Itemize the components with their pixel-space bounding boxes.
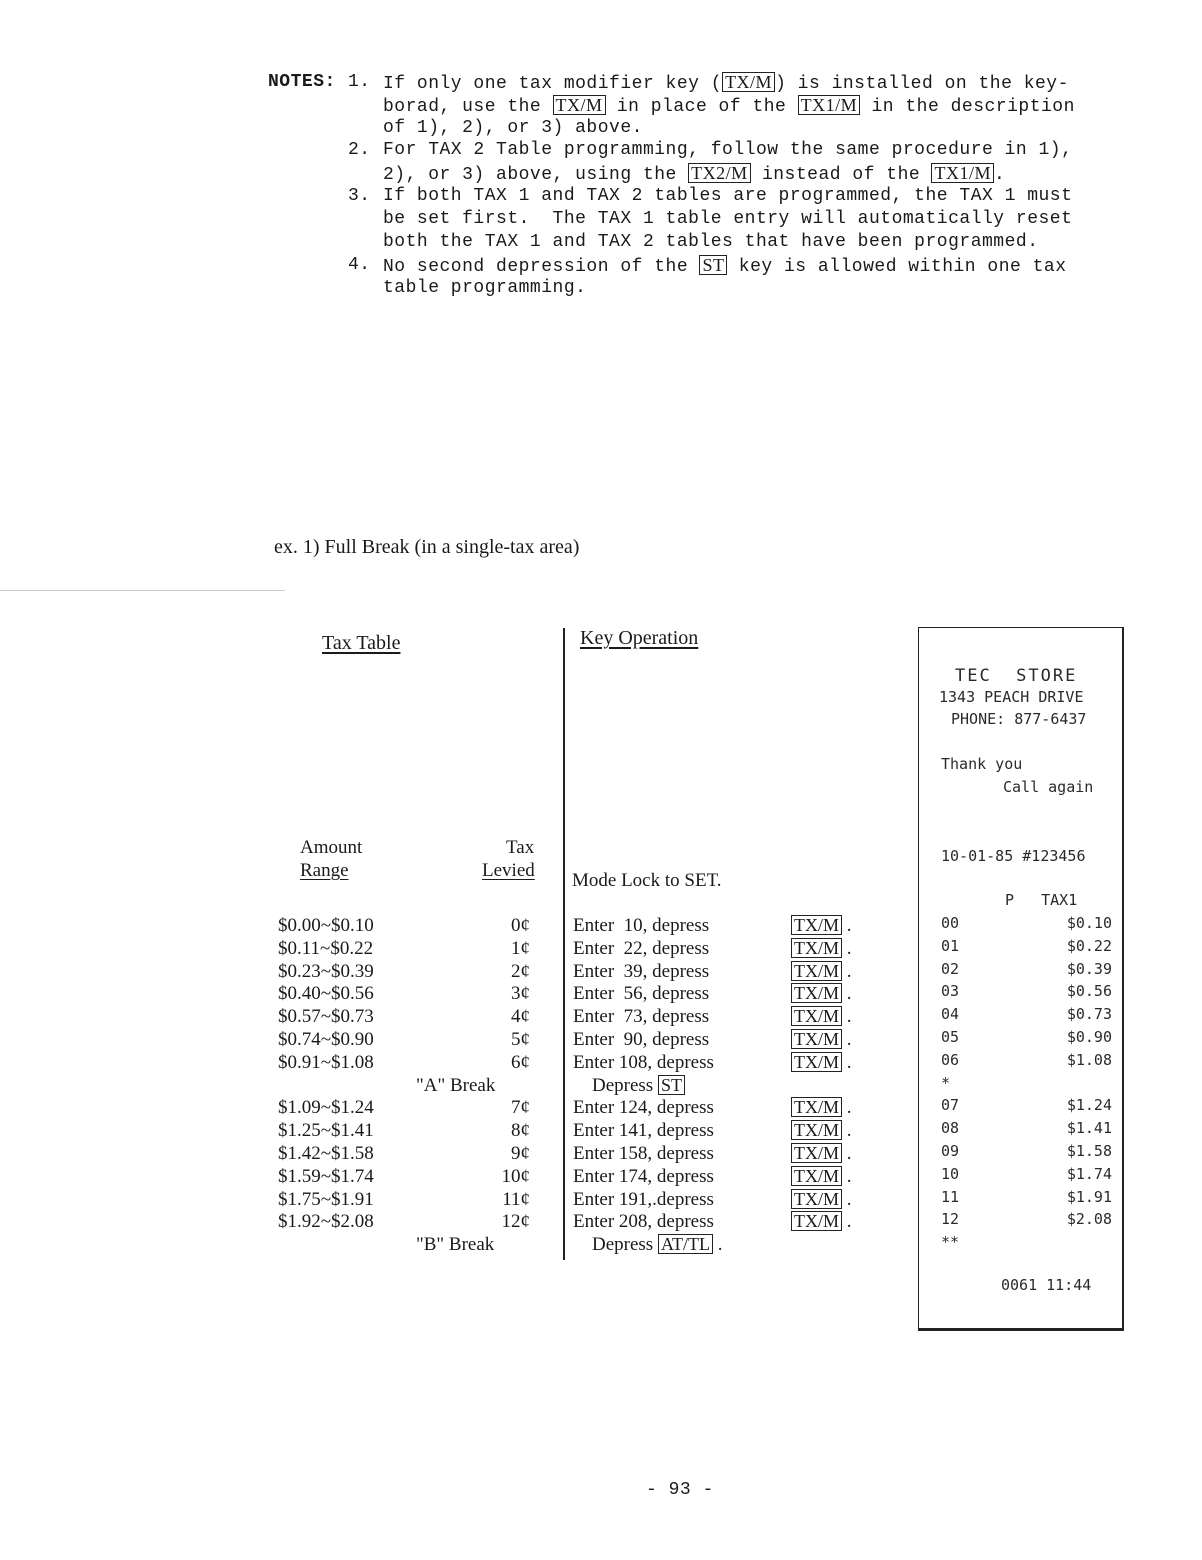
key-operation-row: Enter 73, depress TX/M . <box>573 1006 852 1028</box>
amount-range: $1.92~$2.08 <box>278 1211 374 1233</box>
tax-levied: 3¢ <box>511 983 530 1005</box>
receipt-call: Call again <box>1003 778 1094 796</box>
key-operation-row: Enter 39, depress TX/M . <box>573 960 852 982</box>
note-line: borad, use the TX/M in place of the TX1/M in the description <box>383 95 1075 117</box>
amount-range: $0.23~$0.39 <box>278 960 374 982</box>
amount-range: $0.11~$0.22 <box>278 937 374 959</box>
key-operation-row: Enter 56, depress TX/M . <box>573 983 852 1005</box>
receipt-item-value: $0.39 <box>1066 959 1112 978</box>
operation-text: Enter 108, depress <box>573 1051 719 1073</box>
key-tx-m: TX/M <box>553 95 606 115</box>
operation-text: Enter 158, depress <box>573 1143 719 1164</box>
key-tx-m: TX/M <box>791 1097 842 1117</box>
key-tx-m: TX/M <box>791 1120 842 1140</box>
operation-text: Enter 141, depress <box>573 1120 719 1142</box>
tax-levied: 0¢ <box>511 915 530 936</box>
key-operation-row: Enter 90, depress TX/M . <box>573 1029 852 1050</box>
key-at-tl: AT/TL <box>658 1234 713 1254</box>
receipt-phone: PHONE: 877-6437 <box>951 710 1087 728</box>
receipt-item-value: $0.56 <box>1066 982 1112 1001</box>
note-line: of 1), 2), or 3) above. <box>383 118 643 138</box>
note-number: 3. <box>348 186 371 206</box>
receipt-date: 10-01-85 #123456 <box>941 847 1086 865</box>
note-line: 2), or 3) above, using the TX2/M instead of the TX1/M . <box>383 163 1006 185</box>
amount-range: $1.42~$1.58 <box>278 1143 374 1164</box>
tax-levied: 9¢ <box>511 1143 530 1164</box>
receipt-item-number: * <box>941 1073 951 1092</box>
operation-text: Depress <box>573 1234 658 1256</box>
amount-range: $1.75~$1.91 <box>278 1188 374 1210</box>
note-line: table programming. <box>383 278 587 298</box>
amount-range: $0.40~$0.56 <box>278 983 374 1005</box>
key-tx2-m: TX2/M <box>688 163 751 183</box>
receipt-item-number: 09 <box>941 1142 960 1160</box>
receipt-item-value: $0.90 <box>1066 1028 1112 1046</box>
receipt-item-value: $0.10 <box>1066 914 1112 932</box>
key-tx-m: TX/M <box>791 1052 842 1072</box>
operation-text: Enter 124, depress <box>573 1097 719 1119</box>
tax-header: Tax <box>506 837 535 858</box>
receipt-item-number: 07 <box>941 1096 960 1115</box>
receipt-item-value: $1.41 <box>1066 1119 1112 1138</box>
operation-text: Enter 39, depress <box>573 960 714 982</box>
key-tx-m: TX/M <box>791 1166 842 1186</box>
key-operation-row: Enter 10, depress TX/M . <box>573 915 852 936</box>
mode-lock-text: Mode Lock to SET. <box>572 870 722 891</box>
amount-range: $0.00~$0.10 <box>278 915 374 936</box>
operation-text: Enter 22, depress <box>573 937 714 959</box>
key-tx-m: TX/M <box>791 938 842 958</box>
key-operation-row: Enter 108, depress TX/M . <box>573 1051 852 1073</box>
amount-range: $0.74~$0.90 <box>278 1029 374 1050</box>
receipt-item-number: 04 <box>941 1005 960 1024</box>
key-operation-row: Enter 191,.depress TX/M . <box>573 1188 852 1210</box>
receipt-item-value: $1.74 <box>1066 1164 1112 1183</box>
receipt-item-number: 02 <box>941 959 960 978</box>
receipt-item-value: $1.08 <box>1066 1050 1112 1069</box>
receipt-item-number: 11 <box>941 1187 960 1206</box>
receipt-item-value: $1.24 <box>1066 1096 1112 1115</box>
receipt-item-number: 05 <box>941 1028 960 1046</box>
note-line: both the TAX 1 and TAX 2 tables that have been programmed. <box>383 232 1039 252</box>
key-tx-m: TX/M <box>791 915 842 935</box>
receipt-mode: P TAX1 <box>1005 891 1078 909</box>
tax-levied: 4¢ <box>511 1006 530 1028</box>
receipt-footer: 0061 11:44 <box>1001 1276 1092 1294</box>
key-operation-row: Enter 141, depress TX/M . <box>573 1120 852 1142</box>
tax-levied: 2¢ <box>511 960 530 982</box>
key-operation-heading: Key Operation <box>580 627 699 649</box>
key-operation-row: Depress AT/TL . <box>573 1234 723 1256</box>
operation-text: Enter 90, depress <box>573 1029 714 1050</box>
note-line: For TAX 2 Table programming, follow the same procedure in 1), <box>383 140 1073 160</box>
tax-table-heading: Tax Table <box>322 632 401 654</box>
key-tx1-m: TX1/M <box>931 163 994 183</box>
key-operation-row: Enter 124, depress TX/M . <box>573 1097 852 1119</box>
receipt-store: TEC STORE <box>955 666 1078 686</box>
receipt-item-number: 00 <box>941 914 960 932</box>
key-tx-m: TX/M <box>791 1143 842 1163</box>
page-number: - 93 - <box>646 1480 714 1500</box>
key-tx-m: TX/M <box>791 983 842 1003</box>
key-operation-row <box>573 1075 685 1097</box>
key-operation-row: Enter 174, depress TX/M . <box>573 1165 852 1187</box>
amount-range: $1.59~$1.74 <box>278 1165 374 1187</box>
key-st: ST <box>658 1075 685 1095</box>
note-line: If only one tax modifier key ( TX/M ) is installed on the key- <box>383 72 1069 94</box>
operation-text: Enter 56, depress <box>573 983 714 1005</box>
operation-text: Enter 174, depress <box>573 1165 719 1187</box>
receipt-item-number: ** <box>941 1233 960 1252</box>
key-tx-m: TX/M <box>722 72 775 92</box>
amount-range: $0.91~$1.08 <box>278 1051 374 1073</box>
key-tx-m: TX/M <box>791 1006 842 1026</box>
levied-header: Levied <box>482 860 535 881</box>
amount-range: $0.57~$0.73 <box>278 1006 374 1028</box>
break-label: "A" Break <box>416 1074 496 1096</box>
key-operation-row: Enter 158, depress TX/M . <box>573 1143 852 1164</box>
range-header: Range <box>300 860 349 881</box>
receipt <box>918 627 1124 1331</box>
tax-levied: 6¢ <box>511 1051 530 1073</box>
note-number: 1. <box>348 72 371 92</box>
key-tx-m: TX/M <box>791 1189 842 1209</box>
tax-levied: 8¢ <box>511 1120 530 1142</box>
receipt-item-value: $1.58 <box>1066 1142 1112 1160</box>
receipt-thanks: Thank you <box>941 755 1023 773</box>
tax-levied: 11¢ <box>502 1188 530 1210</box>
note-number: 4. <box>348 255 371 275</box>
tax-levied: 5¢ <box>511 1029 530 1050</box>
receipt-item-number: 12 <box>941 1210 960 1229</box>
tax-levied: 12¢ <box>501 1211 530 1233</box>
key-tx-m: TX/M <box>791 1211 842 1231</box>
operation-text: Depress <box>573 1074 658 1096</box>
key-operation-row: Enter 22, depress TX/M . <box>573 937 852 959</box>
operation-text: Enter 73, depress <box>573 1006 714 1028</box>
operation-text: Enter 208, depress <box>573 1211 719 1233</box>
break-label: "B" Break <box>416 1234 495 1256</box>
tax-levied: 10¢ <box>501 1165 530 1187</box>
tax-levied: 1¢ <box>511 937 530 959</box>
note-line: be set first. The TAX 1 table entry will automatically reset <box>383 209 1073 229</box>
receipt-item-value: $0.22 <box>1066 936 1112 955</box>
amount-header: Amount <box>300 837 363 858</box>
scan-divider <box>0 590 285 591</box>
amount-range: $1.25~$1.41 <box>278 1120 374 1142</box>
column-divider <box>563 628 565 1260</box>
receipt-item-value: $1.91 <box>1066 1187 1112 1206</box>
notes-label: NOTES: <box>268 72 336 92</box>
receipt-address: 1343 PEACH DRIVE <box>939 688 1084 706</box>
receipt-item-number: 03 <box>941 982 960 1001</box>
key-tx-m: TX/M <box>791 961 842 981</box>
note-line: No second depression of the ST key is allowed within one tax <box>383 255 1067 277</box>
example-title: ex. 1) Full Break (in a single-tax area) <box>274 536 580 558</box>
key-operation-row: Enter 208, depress TX/M . <box>573 1211 852 1233</box>
note-number: 2. <box>348 140 371 160</box>
receipt-item-value: $0.73 <box>1066 1005 1112 1024</box>
receipt-item-number: 08 <box>941 1119 960 1138</box>
receipt-item-number: 01 <box>941 936 960 955</box>
amount-range: $1.09~$1.24 <box>278 1097 374 1119</box>
operation-text: Enter 10, depress <box>573 915 714 936</box>
key-tx-m: TX/M <box>791 1029 842 1049</box>
key-st: ST <box>699 255 727 275</box>
operation-text: Enter 191,.depress <box>573 1188 719 1210</box>
tax-levied: 7¢ <box>511 1097 530 1119</box>
key-tx1-m: TX1/M <box>798 95 861 115</box>
receipt-item-number: 10 <box>941 1164 960 1183</box>
note-line: If both TAX 1 and TAX 2 tables are programmed, the TAX 1 must <box>383 186 1073 206</box>
receipt-item-number: 06 <box>941 1050 960 1069</box>
receipt-item-value: $2.08 <box>1066 1210 1112 1229</box>
